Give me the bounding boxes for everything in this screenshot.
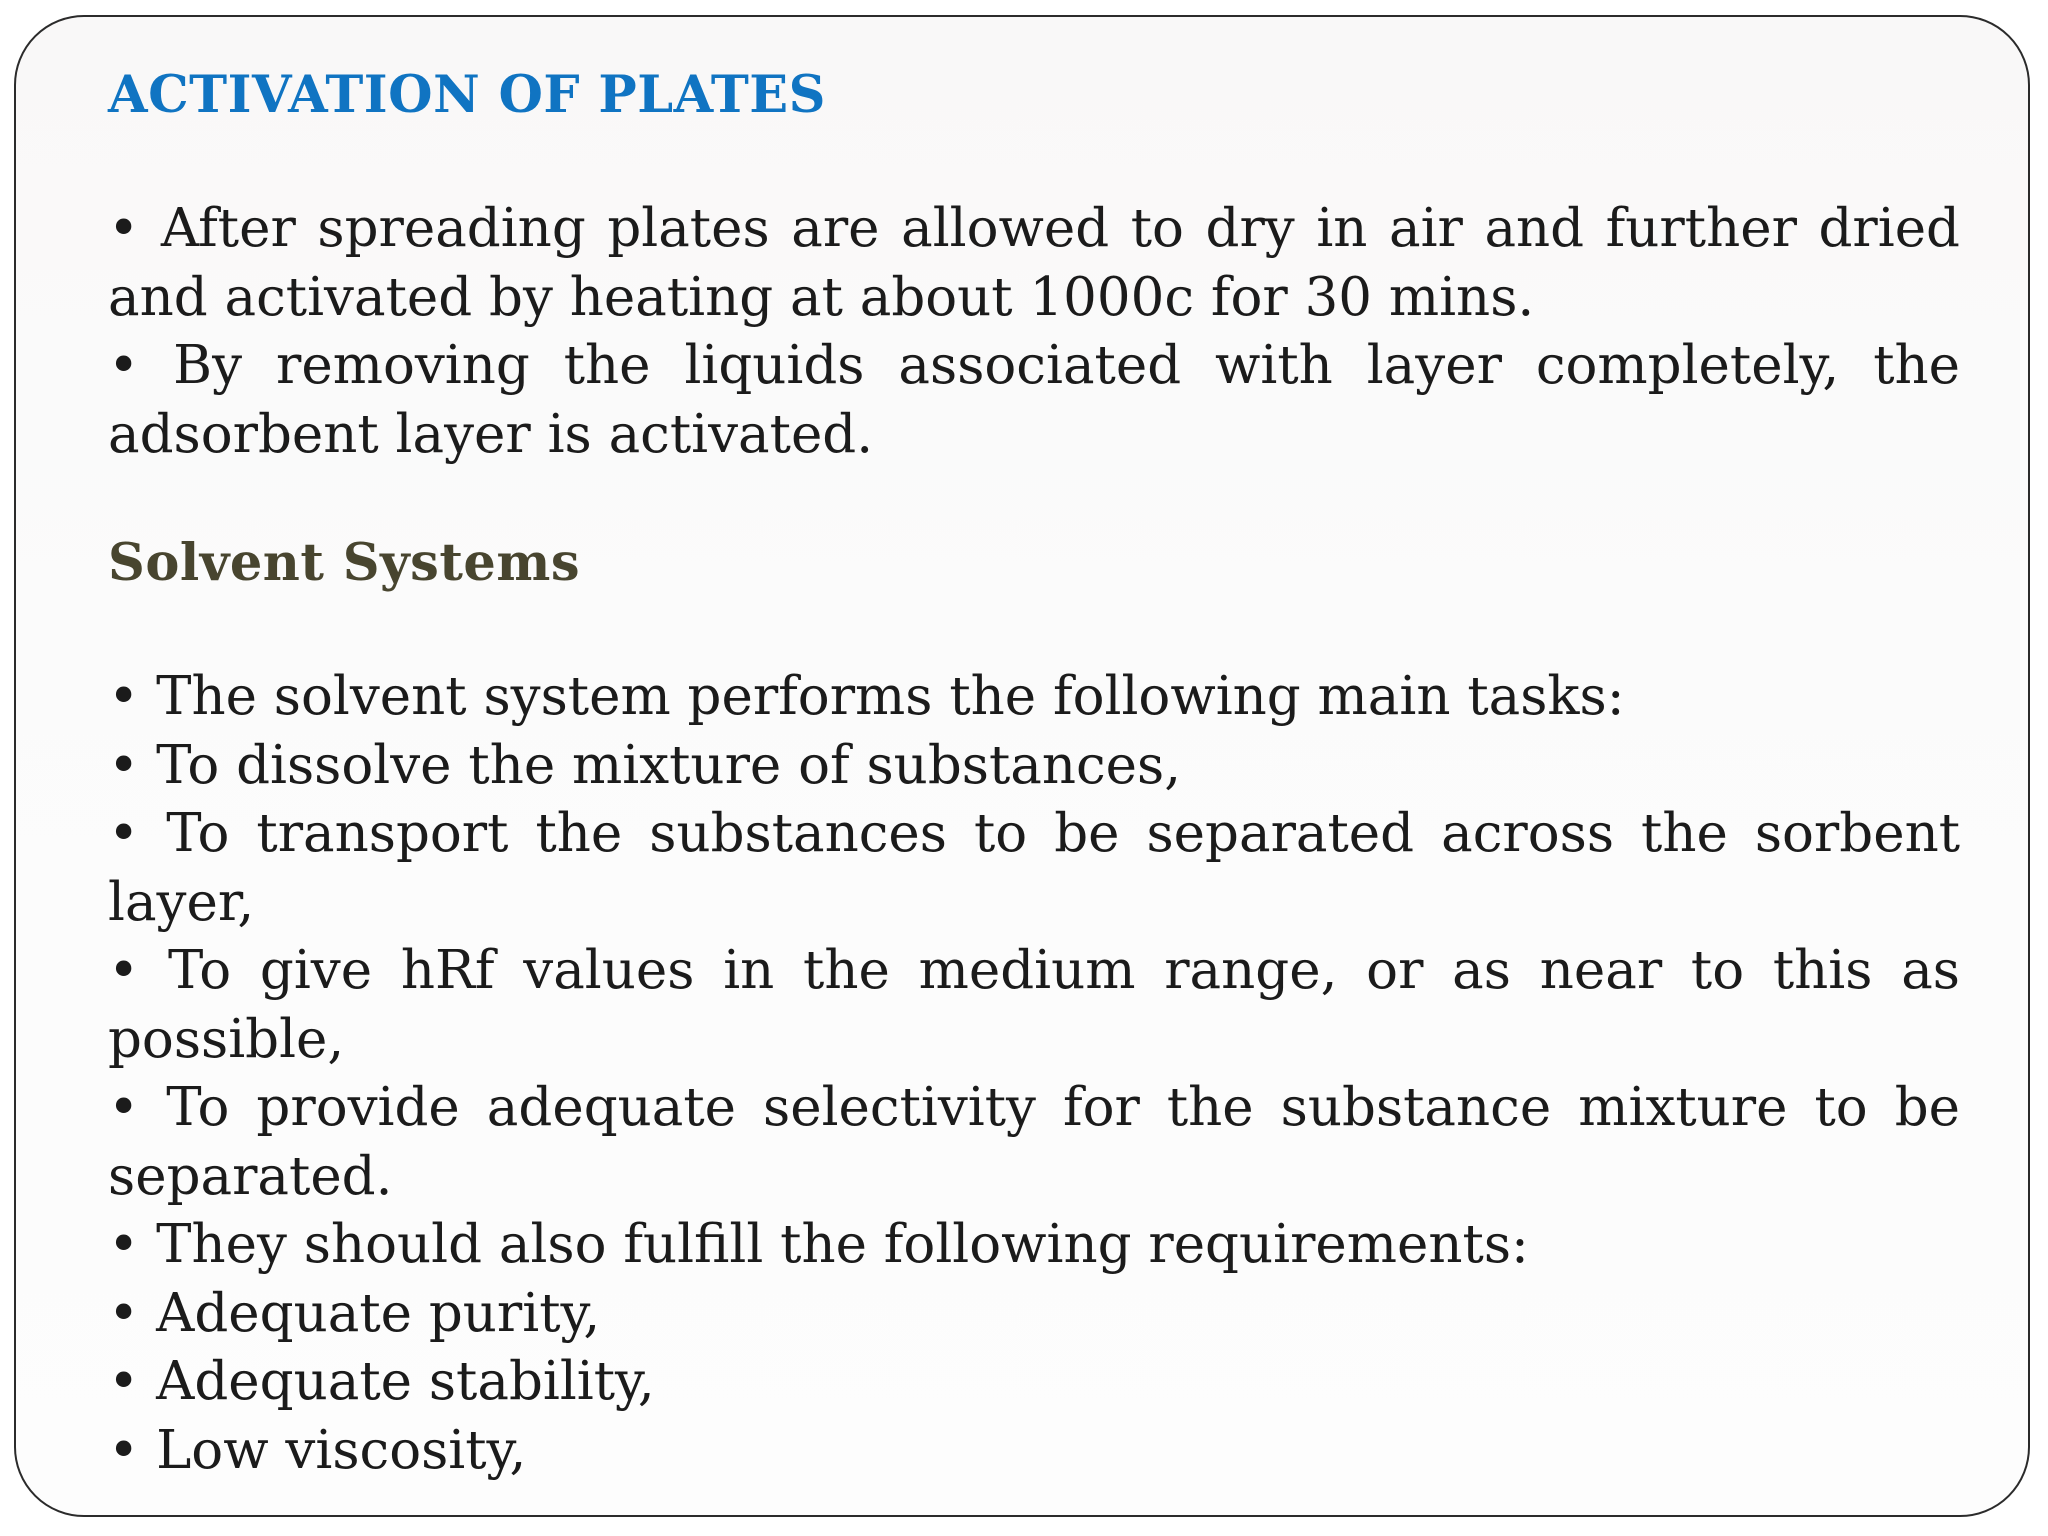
- activation-point-1: • After spreading plates are allowed to dry in air and further dried and activated by heating at about 1000c for 30 mins.: [108, 198, 1960, 328]
- section-title-solvent-systems: Solvent Systems: [108, 533, 581, 593]
- solvent-point-8: • Adequate stability,: [108, 1351, 655, 1412]
- slide-content: [108, 65, 1960, 1485]
- solvent-point-9: • Low viscosity,: [108, 1419, 527, 1481]
- solvent-point-2: • To dissolve the mixture of substances,: [108, 734, 1182, 796]
- slide-frame: [14, 15, 2030, 1517]
- solvent-point-3: • To transport the substances to be separated across the sorbent layer,: [108, 803, 1960, 933]
- solvent-point-4: • To give hRf values in the medium range, or as near to this as possible,: [108, 940, 1960, 1070]
- solvent-point-6: • They should also fulfill the following requirements:: [108, 1214, 1529, 1275]
- solvent-point-1: • The solvent system performs the following main tasks:: [108, 666, 1625, 727]
- slide-title: ACTIVATION OF PLATES: [108, 65, 826, 125]
- solvent-point-7: • Adequate purity,: [108, 1282, 601, 1344]
- activation-point-2: • By removing the liquids associated with layer completely, the adsorbent layer is activated.: [108, 335, 1960, 465]
- solvent-point-5: • To provide adequate selectivity for the substance mixture to be separated.: [108, 1077, 1960, 1207]
